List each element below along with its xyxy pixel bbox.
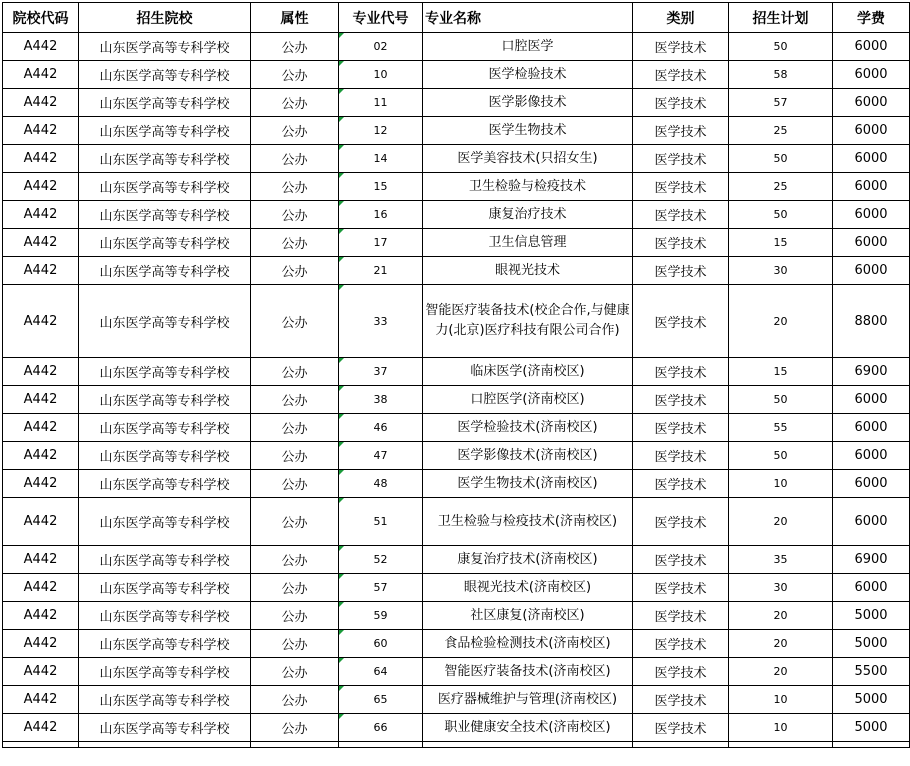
table-row xyxy=(3,358,910,386)
major-code-cell: 38 xyxy=(339,386,423,414)
plan-cell: 30 xyxy=(729,257,833,285)
category-cell: 医学技术 xyxy=(633,33,729,61)
attribute-cell: 公办 xyxy=(251,546,339,574)
major-name-cell: 职业健康安全技术(济南校区) xyxy=(423,714,633,742)
category-cell: 医学技术 xyxy=(633,498,729,546)
category-cell: 医学技术 xyxy=(633,173,729,201)
fee-cell: 6000 xyxy=(833,117,910,145)
header-attribute: 属性 xyxy=(251,3,339,33)
table-row-partial xyxy=(3,742,910,748)
school-code-cell: A442 xyxy=(3,686,79,714)
school-name-cell: 山东医学高等专科学校 xyxy=(79,470,251,498)
plan-cell: 25 xyxy=(729,173,833,201)
attribute-cell: 公办 xyxy=(251,414,339,442)
table-row xyxy=(3,117,910,145)
major-code-cell: 51 xyxy=(339,498,423,546)
major-name-cell: 口腔医学(济南校区) xyxy=(423,386,633,414)
fee-cell: 6000 xyxy=(833,574,910,602)
school-code-cell: A442 xyxy=(3,630,79,658)
school-name-cell: 山东医学高等专科学校 xyxy=(79,546,251,574)
major-code-cell: 12 xyxy=(339,117,423,145)
table-row xyxy=(3,173,910,201)
plan-cell: 57 xyxy=(729,89,833,117)
category-cell: 医学技术 xyxy=(633,658,729,686)
plan-cell: 55 xyxy=(729,414,833,442)
fee-cell: 5000 xyxy=(833,630,910,658)
category-cell: 医学技术 xyxy=(633,201,729,229)
plan-cell: 20 xyxy=(729,285,833,358)
fee-cell: 5500 xyxy=(833,658,910,686)
attribute-cell: 公办 xyxy=(251,602,339,630)
major-code-cell: 11 xyxy=(339,89,423,117)
table-row xyxy=(3,686,910,714)
table-row xyxy=(3,602,910,630)
attribute-cell: 公办 xyxy=(251,173,339,201)
fee-cell: 6000 xyxy=(833,498,910,546)
school-code-cell: A442 xyxy=(3,285,79,358)
school-name-cell: 山东医学高等专科学校 xyxy=(79,33,251,61)
major-name-cell: 医疗器械维护与管理(济南校区) xyxy=(423,686,633,714)
major-code-cell: 64 xyxy=(339,658,423,686)
plan-cell: 35 xyxy=(729,546,833,574)
major-name-cell: 眼视光技术 xyxy=(423,257,633,285)
attribute-cell: 公办 xyxy=(251,358,339,386)
school-name-cell: 山东医学高等专科学校 xyxy=(79,602,251,630)
plan-cell: 15 xyxy=(729,358,833,386)
table-row xyxy=(3,229,910,257)
header-major-name: 专业名称 xyxy=(423,3,633,33)
fee-cell: 5000 xyxy=(833,714,910,742)
plan-cell: 10 xyxy=(729,686,833,714)
plan-cell: 58 xyxy=(729,61,833,89)
category-cell: 医学技术 xyxy=(633,386,729,414)
fee-cell: 6000 xyxy=(833,470,910,498)
fee-cell: 5000 xyxy=(833,686,910,714)
attribute-cell: 公办 xyxy=(251,117,339,145)
plan-cell: 50 xyxy=(729,442,833,470)
major-code-cell: 46 xyxy=(339,414,423,442)
major-name-cell: 临床医学(济南校区) xyxy=(423,358,633,386)
fee-cell: 6900 xyxy=(833,358,910,386)
table-row xyxy=(3,414,910,442)
table-row xyxy=(3,285,910,358)
school-name-cell: 山东医学高等专科学校 xyxy=(79,173,251,201)
school-name-cell: 山东医学高等专科学校 xyxy=(79,285,251,358)
major-name-cell: 医学影像技术 xyxy=(423,89,633,117)
school-code-cell: A442 xyxy=(3,470,79,498)
attribute-cell: 公办 xyxy=(251,33,339,61)
school-code-cell: A442 xyxy=(3,145,79,173)
category-cell: 医学技术 xyxy=(633,442,729,470)
plan-cell: 50 xyxy=(729,33,833,61)
major-code-cell: 59 xyxy=(339,602,423,630)
attribute-cell: 公办 xyxy=(251,442,339,470)
fee-cell: 6000 xyxy=(833,386,910,414)
school-name-cell: 山东医学高等专科学校 xyxy=(79,630,251,658)
school-code-cell: A442 xyxy=(3,173,79,201)
school-code-cell: A442 xyxy=(3,33,79,61)
school-name-cell: 山东医学高等专科学校 xyxy=(79,498,251,546)
plan-cell: 10 xyxy=(729,470,833,498)
fee-cell: 6000 xyxy=(833,89,910,117)
category-cell: 医学技术 xyxy=(633,117,729,145)
school-code-cell: A442 xyxy=(3,442,79,470)
school-name-cell: 山东医学高等专科学校 xyxy=(79,117,251,145)
attribute-cell: 公办 xyxy=(251,229,339,257)
header-category: 类别 xyxy=(633,3,729,33)
school-code-cell: A442 xyxy=(3,358,79,386)
table-row xyxy=(3,546,910,574)
school-code-cell: A442 xyxy=(3,386,79,414)
major-name-cell: 智能医疗装备技术(校企合作,与健康力(北京)医疗科技有限公司合作) xyxy=(423,285,633,358)
school-name-cell: 山东医学高等专科学校 xyxy=(79,358,251,386)
school-code-cell: A442 xyxy=(3,201,79,229)
category-cell: 医学技术 xyxy=(633,470,729,498)
fee-cell: 6000 xyxy=(833,257,910,285)
category-cell: 医学技术 xyxy=(633,546,729,574)
attribute-cell: 公办 xyxy=(251,285,339,358)
major-code-cell: 10 xyxy=(339,61,423,89)
school-name-cell: 山东医学高等专科学校 xyxy=(79,414,251,442)
school-code-cell: A442 xyxy=(3,658,79,686)
major-name-cell: 眼视光技术(济南校区) xyxy=(423,574,633,602)
header-school: 招生院校 xyxy=(79,3,251,33)
major-code-cell: 66 xyxy=(339,714,423,742)
plan-cell: 50 xyxy=(729,386,833,414)
attribute-cell: 公办 xyxy=(251,257,339,285)
category-cell: 医学技术 xyxy=(633,257,729,285)
category-cell: 医学技术 xyxy=(633,229,729,257)
major-code-cell: 21 xyxy=(339,257,423,285)
major-code-cell: 02 xyxy=(339,33,423,61)
attribute-cell: 公办 xyxy=(251,574,339,602)
major-code-cell: 48 xyxy=(339,470,423,498)
category-cell: 医学技术 xyxy=(633,630,729,658)
major-name-cell: 卫生检验与检疫技术 xyxy=(423,173,633,201)
attribute-cell: 公办 xyxy=(251,686,339,714)
table-row xyxy=(3,574,910,602)
plan-cell: 30 xyxy=(729,574,833,602)
header-school-code: 院校代码 xyxy=(3,3,79,33)
category-cell: 医学技术 xyxy=(633,61,729,89)
school-code-cell: A442 xyxy=(3,117,79,145)
attribute-cell: 公办 xyxy=(251,658,339,686)
major-code-cell: 65 xyxy=(339,686,423,714)
school-code-cell: A442 xyxy=(3,89,79,117)
major-code-cell: 52 xyxy=(339,546,423,574)
category-cell: 医学技术 xyxy=(633,686,729,714)
table-row xyxy=(3,61,910,89)
school-name-cell: 山东医学高等专科学校 xyxy=(79,574,251,602)
plan-cell: 20 xyxy=(729,602,833,630)
category-cell: 医学技术 xyxy=(633,602,729,630)
attribute-cell: 公办 xyxy=(251,89,339,117)
school-name-cell: 山东医学高等专科学校 xyxy=(79,229,251,257)
major-code-cell: 14 xyxy=(339,145,423,173)
attribute-cell: 公办 xyxy=(251,61,339,89)
school-name-cell: 山东医学高等专科学校 xyxy=(79,658,251,686)
major-name-cell: 卫生检验与检疫技术(济南校区) xyxy=(423,498,633,546)
major-code-cell: 57 xyxy=(339,574,423,602)
table-row xyxy=(3,89,910,117)
fee-cell: 8800 xyxy=(833,285,910,358)
school-name-cell: 山东医学高等专科学校 xyxy=(79,61,251,89)
table-row xyxy=(3,386,910,414)
school-name-cell: 山东医学高等专科学校 xyxy=(79,442,251,470)
category-cell: 医学技术 xyxy=(633,89,729,117)
major-name-cell: 卫生信息管理 xyxy=(423,229,633,257)
fee-cell: 6000 xyxy=(833,145,910,173)
major-name-cell: 医学检验技术(济南校区) xyxy=(423,414,633,442)
major-name-cell: 医学生物技术 xyxy=(423,117,633,145)
category-cell: 医学技术 xyxy=(633,358,729,386)
fee-cell: 6000 xyxy=(833,61,910,89)
table-row xyxy=(3,470,910,498)
table-row xyxy=(3,630,910,658)
header-fee: 学费 xyxy=(833,3,910,33)
plan-cell: 20 xyxy=(729,630,833,658)
fee-cell: 6000 xyxy=(833,201,910,229)
school-code-cell: A442 xyxy=(3,61,79,89)
plan-cell: 25 xyxy=(729,117,833,145)
major-name-cell: 医学美容技术(只招女生) xyxy=(423,145,633,173)
major-name-cell: 医学影像技术(济南校区) xyxy=(423,442,633,470)
attribute-cell: 公办 xyxy=(251,386,339,414)
table-row xyxy=(3,714,910,742)
category-cell: 医学技术 xyxy=(633,714,729,742)
table-row xyxy=(3,33,910,61)
school-name-cell: 山东医学高等专科学校 xyxy=(79,201,251,229)
school-name-cell: 山东医学高等专科学校 xyxy=(79,686,251,714)
school-name-cell: 山东医学高等专科学校 xyxy=(79,145,251,173)
school-name-cell: 山东医学高等专科学校 xyxy=(79,714,251,742)
table-row xyxy=(3,658,910,686)
school-name-cell: 山东医学高等专科学校 xyxy=(79,89,251,117)
major-name-cell: 社区康复(济南校区) xyxy=(423,602,633,630)
school-code-cell: A442 xyxy=(3,498,79,546)
attribute-cell: 公办 xyxy=(251,470,339,498)
plan-cell: 50 xyxy=(729,145,833,173)
school-name-cell: 山东医学高等专科学校 xyxy=(79,386,251,414)
category-cell: 医学技术 xyxy=(633,145,729,173)
admissions-table xyxy=(2,2,910,748)
school-code-cell: A442 xyxy=(3,714,79,742)
table-row xyxy=(3,257,910,285)
school-code-cell: A442 xyxy=(3,546,79,574)
major-name-cell: 智能医疗装备技术(济南校区) xyxy=(423,658,633,686)
plan-cell: 20 xyxy=(729,498,833,546)
major-code-cell: 47 xyxy=(339,442,423,470)
table-row xyxy=(3,201,910,229)
school-name-cell: 山东医学高等专科学校 xyxy=(79,257,251,285)
attribute-cell: 公办 xyxy=(251,145,339,173)
major-code-cell: 17 xyxy=(339,229,423,257)
attribute-cell: 公办 xyxy=(251,498,339,546)
fee-cell: 6900 xyxy=(833,546,910,574)
fee-cell: 6000 xyxy=(833,173,910,201)
major-name-cell: 康复治疗技术(济南校区) xyxy=(423,546,633,574)
major-name-cell: 口腔医学 xyxy=(423,33,633,61)
fee-cell: 6000 xyxy=(833,33,910,61)
header-row xyxy=(3,3,910,33)
attribute-cell: 公办 xyxy=(251,630,339,658)
major-name-cell: 医学生物技术(济南校区) xyxy=(423,470,633,498)
fee-cell: 6000 xyxy=(833,414,910,442)
table-row xyxy=(3,498,910,546)
major-name-cell: 医学检验技术 xyxy=(423,61,633,89)
major-name-cell: 康复治疗技术 xyxy=(423,201,633,229)
category-cell: 医学技术 xyxy=(633,414,729,442)
school-code-cell: A442 xyxy=(3,602,79,630)
fee-cell: 5000 xyxy=(833,602,910,630)
fee-cell: 6000 xyxy=(833,229,910,257)
school-code-cell: A442 xyxy=(3,229,79,257)
table-row xyxy=(3,442,910,470)
table-row xyxy=(3,145,910,173)
plan-cell: 10 xyxy=(729,714,833,742)
attribute-cell: 公办 xyxy=(251,201,339,229)
category-cell: 医学技术 xyxy=(633,574,729,602)
fee-cell: 6000 xyxy=(833,442,910,470)
header-major-code: 专业代号 xyxy=(339,3,423,33)
school-code-cell: A442 xyxy=(3,414,79,442)
major-name-cell: 食品检验检测技术(济南校区) xyxy=(423,630,633,658)
major-code-cell: 16 xyxy=(339,201,423,229)
attribute-cell: 公办 xyxy=(251,714,339,742)
major-code-cell: 15 xyxy=(339,173,423,201)
header-plan: 招生计划 xyxy=(729,3,833,33)
plan-cell: 15 xyxy=(729,229,833,257)
major-code-cell: 33 xyxy=(339,285,423,358)
plan-cell: 20 xyxy=(729,658,833,686)
major-code-cell: 60 xyxy=(339,630,423,658)
category-cell: 医学技术 xyxy=(633,285,729,358)
plan-cell: 50 xyxy=(729,201,833,229)
school-code-cell: A442 xyxy=(3,257,79,285)
school-code-cell: A442 xyxy=(3,574,79,602)
major-code-cell: 37 xyxy=(339,358,423,386)
